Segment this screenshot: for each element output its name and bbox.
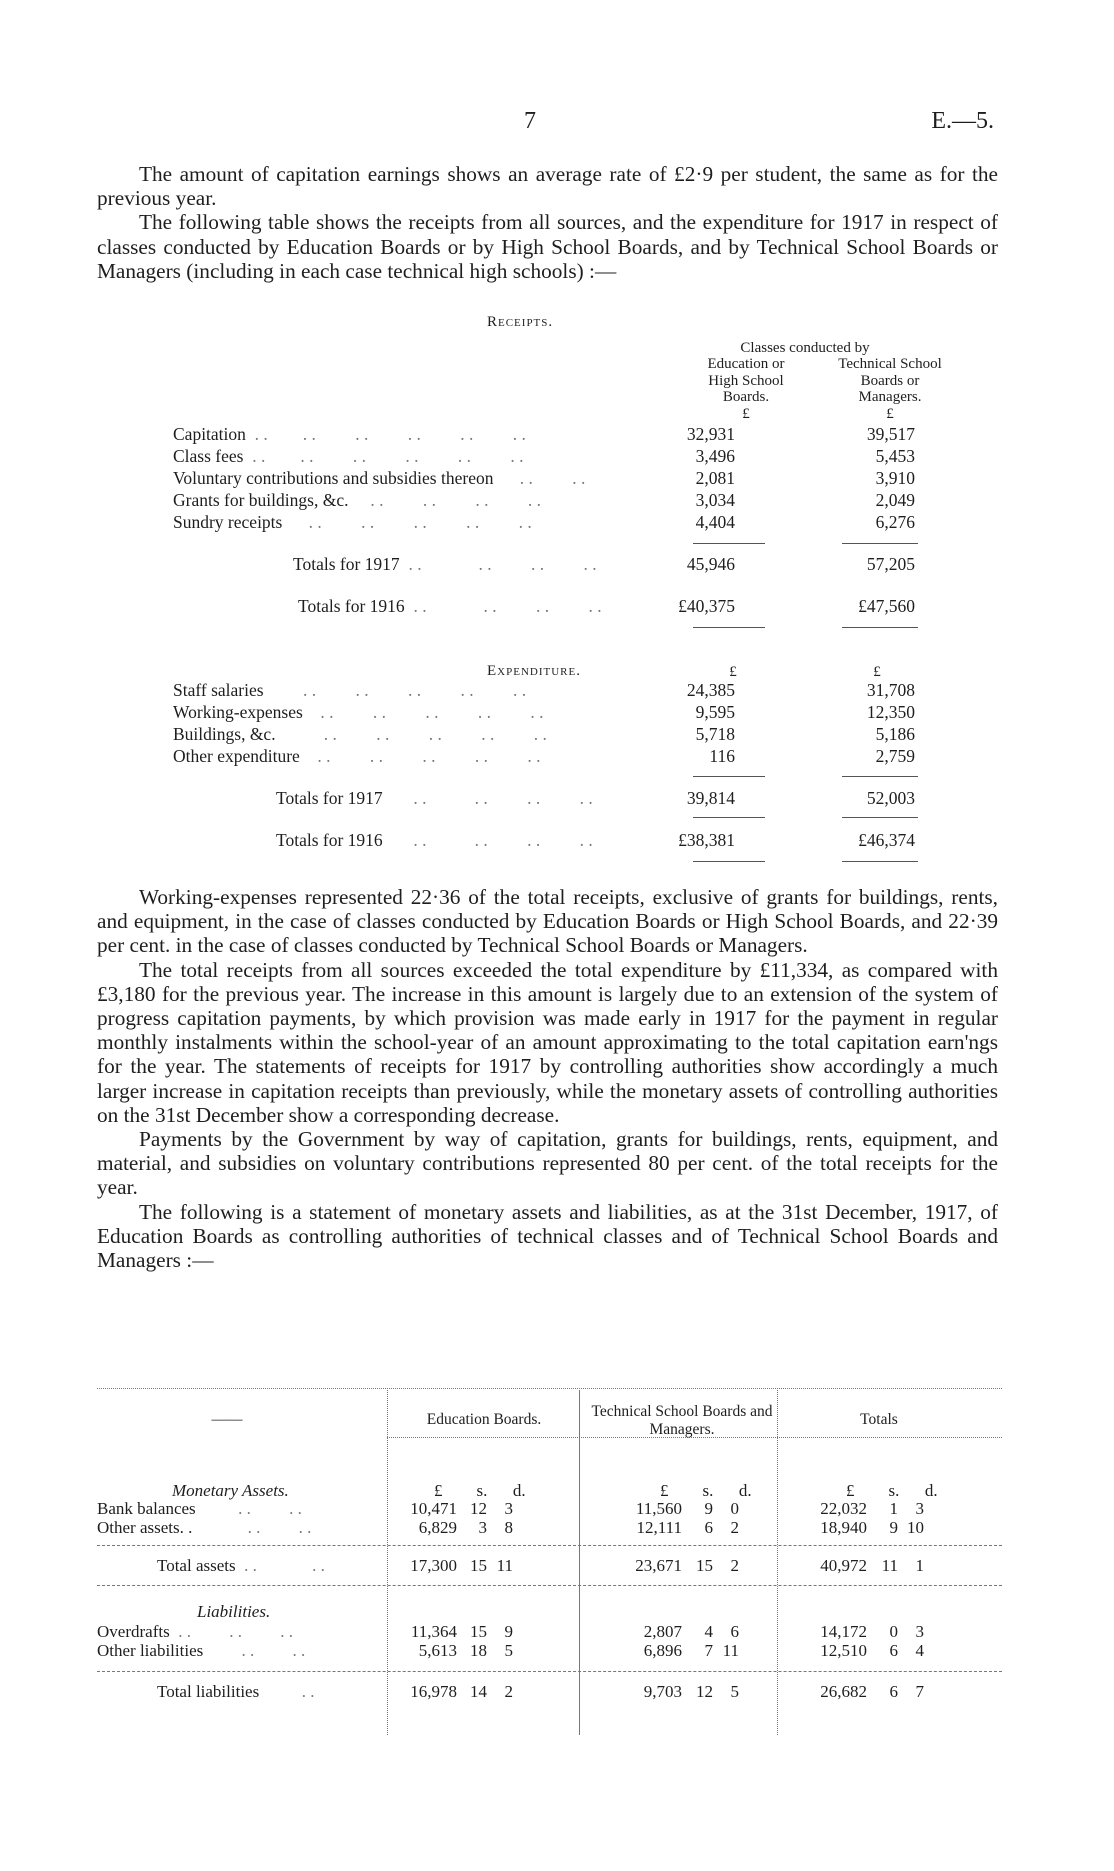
document-reference: E.—5. [931,108,994,134]
receipts-col-head-1: Classes conducted by [740,340,870,356]
liabilities-label: Liabilities. [197,1602,271,1621]
cell: 5 [504,1641,513,1660]
cell: 10,471 [410,1499,457,1518]
rule [693,776,765,777]
cell: 15 [470,1556,487,1575]
cell: 1 [915,1556,924,1575]
cell: 0 [730,1499,739,1518]
paragraph: The following is a statement of monetary assets and liabilities, as at the 31st December, 1917, of Education Boards as controlling authorities of technical classes and of Technical School Boards and Managers :— [97,1199,998,1273]
cell: 16,978 [410,1682,457,1701]
cell: 15 [470,1622,487,1641]
receipts-col-head-1-body: Education or High School Boards. £ [707,356,785,422]
cell: 22,032 [820,1499,867,1518]
cell: 6 [889,1682,898,1701]
receipt-row-class-fees: Class fees . . . . . . . . . . . . 3,496 5,453 [173,446,915,466]
cell: 14,172 [820,1622,867,1641]
expenditure-title: Expenditure. [487,663,581,679]
cell: 5,613 [418,1641,457,1660]
rule [842,817,918,818]
expenditure-row-staff: Staff salaries . . . . . . . . . . 24,385 31,708 [173,680,915,700]
receipts-total-1916: Totals for 1916 . . . . . . . . £40,375 £47,560 [298,596,915,616]
cell: 3 [915,1499,924,1518]
expenditure-row-working: Working-expenses . . . . . . . . . . 9,595 12,350 [173,702,915,722]
rule [693,817,765,818]
cell: 6 [704,1518,713,1537]
cell: 4 [704,1622,713,1641]
cell: 18 [470,1641,487,1660]
rule [842,861,918,862]
receipt-row-sundry: Sundry receipts . . . . . . . . . . 4,404 6,276 [173,512,915,532]
cell: 12,510 [820,1641,867,1660]
cell: 9 [889,1518,898,1537]
cell: 7 [704,1641,713,1660]
cell: 5 [730,1682,739,1701]
receipt-row-capitation: Capitation . . . . . . . . . . . . 32,931 39,517 [173,424,915,444]
cell: 9,703 [643,1682,682,1701]
cell: 6,896 [643,1641,682,1660]
cell: 12 [470,1499,487,1518]
table-corner: —— [211,1411,243,1428]
cell: 11 [496,1556,513,1575]
paragraph: The total receipts from all sources exceeded the total expenditure by £11,334, as compared with £3,180 for the previous year. The increase in this amount is largely due to an extension of the system of progress capitation payments, by which provision was made early in 1917 for the payment in regular monthly instalments within the school-year of an amount approximating to the total capitation earn'ngs for the year. The statements of receipts for 1917 by controlling authorities show accordingly a much larger increase in capitation receipts than previously, while the monetary assets of controlling authorities on the 31st December show a corresponding decrease. [97,957,998,1127]
intro-text [97,162,998,283]
cell: 6,829 [418,1518,457,1537]
rule [97,1585,1002,1586]
rule [842,543,918,544]
cell: 2 [504,1682,513,1701]
receipt-row-voluntary: Voluntary contributions and subsidies thereon . . . . 2,081 3,910 [173,468,915,488]
receipts-title: Receipts. [487,314,554,330]
assets-liabilities-table [97,1385,1022,1745]
cell: 10 [907,1518,924,1537]
row-label-overdrafts: Overdrafts . . . . . . [97,1622,293,1641]
cell: 3 [478,1518,487,1537]
cell: 15 [696,1556,713,1575]
cell: 9 [704,1499,713,1518]
cell: 6 [889,1641,898,1660]
rule [387,1390,388,1735]
row-label-other-liabilities: Other liabilities . . . . [97,1641,306,1660]
col-head-technical: Technical School Boards and Managers. [591,1403,773,1438]
col-head-totals: Totals [860,1411,898,1428]
paragraph: The following table shows the receipts from all sources, and the expenditure for 1917 in respect of classes conducted by Education Boards or by High School Boards, and by Technical School Boards or Managers (including in each case technical high schools) :— [97,210,998,283]
rule [842,627,918,628]
rule [693,543,765,544]
rule [97,1545,1002,1546]
cell: 1 [889,1499,898,1518]
cell: 26,682 [820,1682,867,1701]
paragraph: Working-expenses represented 22·36 of the total receipts, exclusive of grants for buildings, rents, and equipment, in the case of classes conducted by Education Boards or High School Boards, and 22·39 per cent. in the case of classes conducted by Technical School Boards or Managers. [97,885,998,958]
cell: 4 [915,1641,924,1660]
rule [693,627,765,628]
expenditure-total-1916: Totals for 1916 . . . . . . . . £38,381 £46,374 [276,830,915,850]
monetary-assets-label: Monetary Assets. [172,1481,289,1500]
page-number: 7 [524,108,536,134]
cell: 23,671 [635,1556,682,1575]
rule [97,1671,1002,1672]
cell: 8 [504,1518,513,1537]
expenditure-total-1917: Totals for 1917 . . . . . . . . 39,814 52,003 [276,788,915,808]
cell: 9 [504,1622,513,1641]
rule [842,776,918,777]
expenditure-row-other: Other expenditure . . . . . . . . . . 116 2,759 [173,746,915,766]
cell: 2 [730,1556,739,1575]
cell: 11 [881,1556,898,1575]
cell: 40,972 [820,1556,867,1575]
cell: 2 [730,1518,739,1537]
cell: 2,807 [643,1622,682,1641]
cell: 11,364 [410,1622,457,1641]
row-label-other-assets: Other assets. . . . . . [97,1518,312,1537]
table-top-rule [97,1388,1002,1389]
unit-header: £ s. d. [846,1481,938,1500]
analysis-text [97,885,998,1272]
cell: 12 [696,1682,713,1701]
unit-header: £ s. d. [660,1481,752,1500]
expenditure-row-buildings: Buildings, &c. . . . . . . . . . . 5,718 5,186 [173,724,915,744]
cell: 11 [722,1641,739,1660]
cell: 17,300 [410,1556,457,1575]
cell: 0 [889,1622,898,1641]
cell: 14 [470,1682,487,1701]
row-label-total-assets: Total assets . . . . [157,1556,325,1575]
paragraph: The amount of capitation earnings shows an average rate of £2·9 per student, the same as for the previous year. [97,162,998,211]
row-label-total-liabilities: Total liabilities . . [157,1682,315,1701]
rule [777,1390,778,1735]
cell: 11,560 [635,1499,682,1518]
expenditure-currency-2: £ [873,664,881,680]
cell: 3 [504,1499,513,1518]
expenditure-currency-1: £ [729,664,737,680]
receipts-total-1917: Totals for 1917 . . . . . . . . 45,946 57,205 [293,554,915,574]
rule [693,861,765,862]
row-label-bank-balances: Bank balances . . . . [97,1499,302,1518]
receipts-col-head-2: Technical School Boards or Managers. £ [838,356,942,422]
cell: 12,111 [636,1518,682,1537]
cell: 3 [915,1622,924,1641]
cell: 7 [915,1682,924,1701]
receipt-row-grants: Grants for buildings, &c. . . . . . . . . 3,034 2,049 [173,490,915,510]
col-head-education: Education Boards. [426,1411,542,1428]
cell: 6 [730,1622,739,1641]
rule [579,1390,580,1735]
paragraph: Payments by the Government by way of capitation, grants for buildings, rents, equipment, and material, and subsidies on voluntary contributions represented 80 per cent. of the total receipts for the year. [97,1127,998,1200]
cell: 18,940 [820,1518,867,1537]
unit-header: £ s. d. [434,1481,526,1500]
